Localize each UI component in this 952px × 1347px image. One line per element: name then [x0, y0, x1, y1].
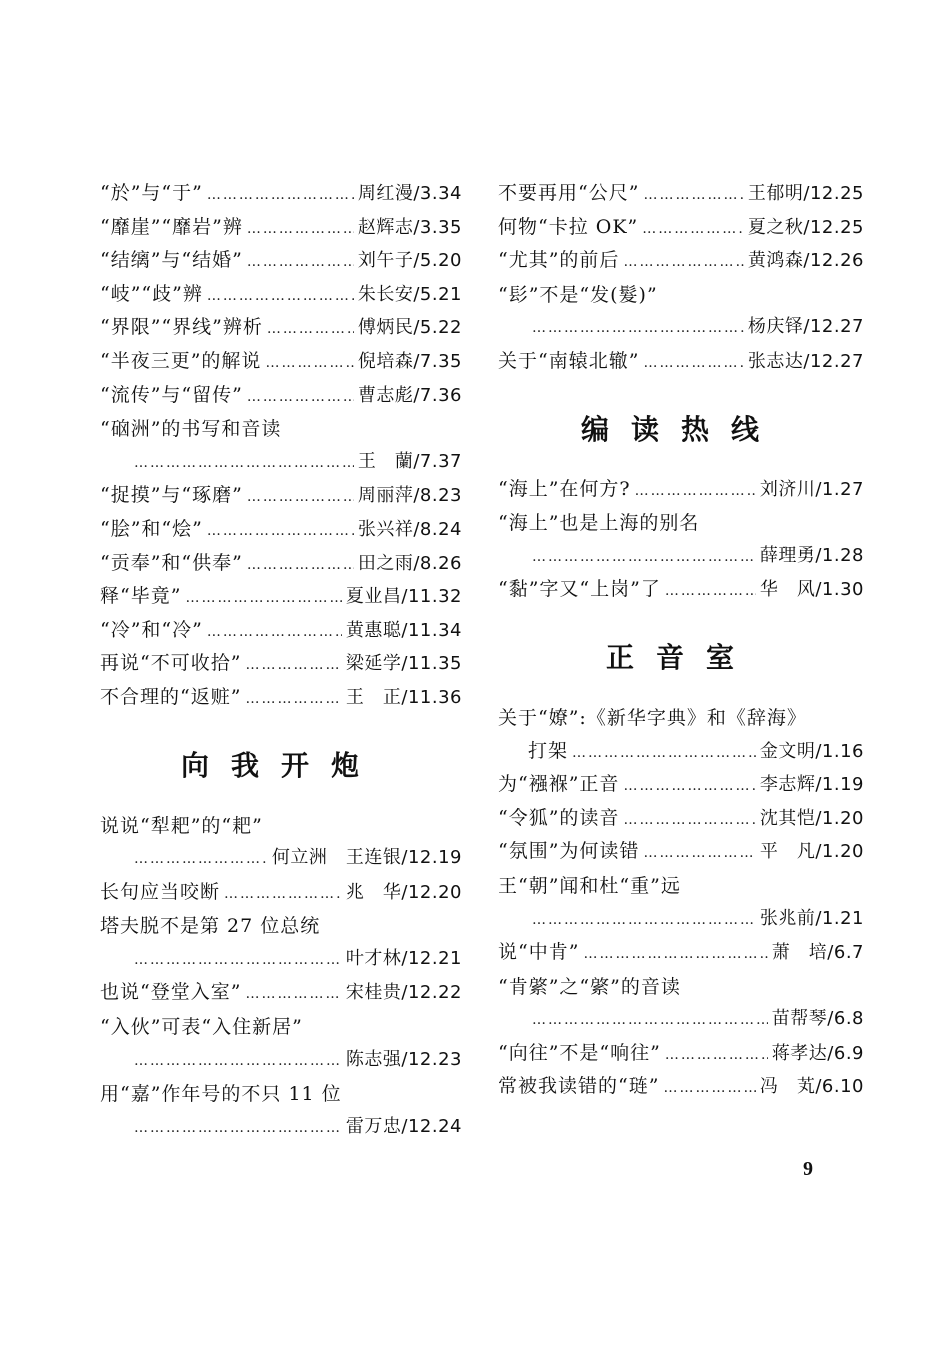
entry-title: 说说“犁耙”的“耙”	[100, 814, 263, 837]
entry-title: 不合理的“返赃”	[100, 685, 242, 708]
toc-entry	[498, 1071, 864, 1105]
leader-dots	[532, 320, 744, 336]
toc-entry	[498, 346, 864, 380]
entry-reference: 周红漫/3.34	[357, 183, 462, 204]
entry-reference: 平 凡/1.20	[759, 841, 864, 863]
leader-dots	[623, 812, 755, 828]
entry-title: 不要再用“公尺”	[498, 182, 640, 204]
leader-dots	[642, 221, 744, 237]
entry-title: 说“中肯”	[498, 941, 580, 964]
leader-dots	[207, 624, 342, 640]
leader-dots	[207, 187, 354, 203]
section-heading: 向我开炮	[180, 748, 381, 782]
toc-entry	[498, 769, 864, 803]
entry-title: “贡奉”和“供奉”	[100, 551, 243, 574]
toc-entry	[498, 904, 864, 938]
leader-dots	[247, 254, 354, 270]
entry-title: “氛围”为何读错	[498, 840, 640, 863]
toc-entry	[100, 682, 462, 716]
toc-entry	[498, 803, 864, 837]
leader-dots	[635, 483, 756, 499]
entry-reference: 倪培森/7.35	[357, 350, 462, 372]
entry-title: “半夜三更”的解说	[100, 349, 262, 372]
entry-title: “於”与“于”	[100, 182, 203, 204]
entry-title: “海上”在何方?	[498, 477, 631, 500]
entry-reference: 夏之秋/12.25	[747, 216, 864, 238]
entry-reference: 王 正/11.36	[345, 686, 462, 708]
entry-reference: 华 风/1.30	[759, 579, 864, 601]
entry-title: “界限”“界线”辨析	[100, 316, 263, 339]
toc-entry	[100, 877, 462, 911]
entry-title: “靡崖”“靡岩”辨	[100, 215, 243, 238]
leader-dots	[623, 254, 743, 270]
toc-entry	[498, 937, 864, 971]
entry-reference: 张兆前/1.21	[759, 907, 864, 929]
entry-reference: 傅炳民/5.22	[357, 317, 462, 339]
right-column	[498, 178, 864, 1105]
toc-entry	[100, 615, 462, 649]
page-number: 9	[803, 1158, 813, 1180]
entry-title: “冷”和“冷”	[100, 618, 203, 641]
entry-reference: 冯 芄/6.10	[759, 1076, 864, 1098]
entry-title: 用“嘉”作年号的不只 11 位	[100, 1083, 342, 1106]
toc-entry	[100, 312, 462, 346]
entry-title: “向往”不是“响往”	[498, 1041, 661, 1064]
toc-entry	[498, 212, 864, 246]
entry-reference: 雷万忠/12.24	[345, 1115, 462, 1137]
toc-entry	[100, 279, 462, 313]
toc-entry	[498, 836, 864, 870]
leader-dots	[663, 1080, 755, 1096]
entry-title: “岐”“歧”辨	[100, 282, 203, 305]
toc-entry	[100, 380, 462, 414]
toc-entry	[498, 541, 864, 575]
leader-dots	[665, 1047, 768, 1063]
entry-title: 也说“登堂入室”	[100, 981, 242, 1004]
toc-entry	[100, 1045, 462, 1079]
leader-dots	[224, 886, 342, 902]
entry-reference: 陈志强/12.23	[345, 1048, 462, 1070]
toc-entry	[100, 480, 462, 514]
entry-title: “硇洲”的书写和音读	[100, 418, 282, 441]
toc-entry	[100, 212, 462, 246]
entry-title: 长句应当咬断	[100, 880, 221, 903]
entry-reference: 刘午子/5.20	[357, 250, 462, 272]
entry-reference: 刘济川/1.27	[759, 478, 864, 500]
entry-title: “流传”与“留传”	[100, 383, 243, 406]
leader-dots	[532, 912, 756, 928]
toc-entry	[100, 843, 462, 877]
leader-dots	[583, 946, 767, 962]
entry-reference: 田之雨/8.26	[357, 552, 462, 574]
leader-dots	[245, 691, 341, 707]
entry-reference: 夏业昌/11.32	[345, 586, 462, 608]
leader-dots	[245, 986, 341, 1002]
entry-reference: 萧 培/6.7	[771, 942, 864, 964]
entry-reference: 黄惠聪/11.34	[345, 619, 462, 641]
toc-entry	[100, 245, 462, 279]
entry-reference: 兆 华/12.20	[345, 881, 462, 903]
entry-reference: 何立洲 王连银/12.19	[271, 847, 462, 869]
entry-title: 为“襁褓”正音	[498, 773, 620, 796]
toc-entry	[498, 178, 864, 212]
entry-reference: 苗帮琴/6.8	[771, 1008, 864, 1030]
leader-dots	[572, 745, 756, 761]
entry-reference: 张志达/12.27	[747, 350, 864, 372]
section-heading: 正音室	[605, 640, 756, 674]
entry-title: 常被我读错的“琏”	[498, 1075, 660, 1098]
toc-entry	[100, 977, 462, 1011]
entry-reference: 蒋孝达/6.9	[771, 1042, 864, 1064]
toc-entry	[100, 581, 462, 615]
leader-dots	[665, 583, 756, 599]
leader-dots	[643, 845, 755, 861]
toc-entry	[498, 574, 864, 608]
leader-dots	[134, 455, 354, 471]
entry-title: “尤其”的前后	[498, 249, 620, 272]
leader-dots	[265, 355, 353, 371]
toc-entry	[498, 245, 864, 279]
leader-dots	[247, 221, 354, 237]
entry-reference: 张兴祥/8.24	[357, 518, 462, 540]
toc-entry	[100, 548, 462, 582]
entry-reference: 叶才林/12.21	[345, 947, 462, 969]
toc-entry	[498, 312, 864, 346]
toc-entry	[498, 474, 864, 508]
toc-entry	[100, 178, 462, 212]
entry-title: “黏”字又“上岗”了	[498, 578, 661, 601]
leader-dots	[643, 187, 743, 203]
entry-title: 打架	[528, 739, 569, 762]
leader-dots	[532, 549, 756, 565]
entry-title: “令狐”的读音	[498, 806, 620, 829]
entry-title: “肯綮”之“綮”的音读	[498, 975, 681, 998]
entry-title: 释“毕竟”	[100, 585, 182, 608]
leader-dots	[247, 489, 354, 505]
entry-reference: 金文明/1.16	[759, 740, 864, 762]
toc-entry	[498, 1038, 864, 1072]
toc-entry	[100, 648, 462, 682]
left-column	[100, 178, 462, 1145]
toc-entry	[100, 447, 462, 481]
leader-dots	[185, 590, 341, 606]
entry-reference: 梁延学/11.35	[345, 653, 462, 675]
entry-title: “脍”和“烩”	[100, 517, 203, 540]
entry-title: “结缡”与“结婚”	[100, 249, 243, 272]
entry-title: 关于“嫽”:《新华字典》和《辞海》	[498, 706, 807, 729]
entry-title: 王“朝”闻和杜“重”远	[498, 874, 681, 897]
entry-reference: 杨庆铎/12.27	[747, 316, 864, 338]
entry-reference: 曹志彪/7.36	[357, 384, 462, 406]
entry-title: 关于“南辕北辙”	[498, 349, 640, 372]
entry-reference: 赵辉志/3.35	[357, 216, 462, 238]
toc-entry	[100, 346, 462, 380]
leader-dots	[247, 389, 354, 405]
leader-dots	[134, 1053, 342, 1069]
toc-entry	[100, 1112, 462, 1146]
toc-entry	[498, 1004, 864, 1038]
entry-title: 何物“卡拉 OK”	[498, 215, 639, 238]
leader-dots	[134, 952, 342, 968]
entry-reference: 黄鸿森/12.26	[747, 250, 864, 272]
toc-entry	[100, 514, 462, 548]
entry-reference: 李志辉/1.19	[759, 774, 864, 796]
section-heading: 编读热线	[580, 412, 781, 446]
entry-title: “髟”不是“发(髮)”	[498, 283, 658, 306]
leader-dots	[623, 778, 755, 794]
entry-reference: 宋桂贵/12.22	[345, 982, 462, 1004]
leader-dots	[207, 288, 354, 304]
leader-dots	[643, 355, 743, 371]
leader-dots	[247, 557, 354, 573]
leader-dots	[134, 851, 268, 867]
leader-dots	[532, 1012, 768, 1028]
entry-reference: 沈其恺/1.20	[759, 807, 864, 829]
toc-entry	[498, 736, 864, 770]
entry-title: 塔夫脱不是第 27 位总统	[100, 915, 321, 938]
leader-dots	[207, 523, 354, 539]
entry-reference: 周丽萍/8.23	[357, 485, 462, 507]
leader-dots	[245, 657, 341, 673]
toc-entry	[100, 944, 462, 978]
entry-title: 再说“不可收拾”	[100, 652, 242, 675]
leader-dots	[134, 1120, 342, 1136]
entry-title: “捉摸”与“琢磨”	[100, 484, 243, 507]
entry-reference: 王郁明/12.25	[747, 183, 864, 204]
entry-reference: 朱长安/5.21	[357, 283, 462, 305]
leader-dots	[267, 321, 354, 337]
entry-title: “入伙”可表“入住新居”	[100, 1016, 303, 1039]
entry-title: “海上”也是上海的别名	[498, 512, 700, 535]
entry-reference: 薛理勇/1.28	[759, 544, 864, 566]
entry-reference: 王 蘭/7.37	[357, 450, 462, 472]
